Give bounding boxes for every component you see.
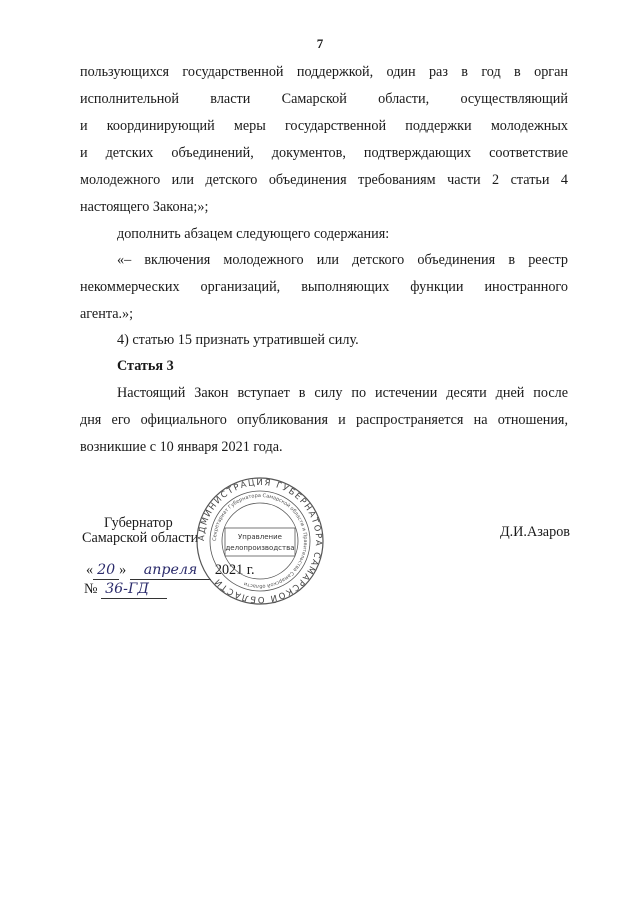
law-number <box>84 580 167 599</box>
date-open-quote: « <box>86 562 94 578</box>
signatory-title: Губернатор <box>104 515 173 531</box>
text-line: агента.»; <box>80 306 134 322</box>
text-line: молодежного или детского объединения требованиям части 2 статьи 4 <box>80 172 568 188</box>
number-prefix: № <box>84 581 98 597</box>
signatory-name: Д.И.Азаров <box>499 524 570 540</box>
text-line: исполнительной власти Самарской области, осуществляющий <box>80 91 568 107</box>
handwritten-number: 36-ГД <box>101 580 167 599</box>
stamp-inner-text: Секретариат Губернатора Самарской области и Правительства Самарской области <box>211 492 309 590</box>
page-number: 7 <box>316 36 324 51</box>
text-line: Настоящий Закон вступает в силу по истечении десяти дней после <box>117 385 568 401</box>
handwritten-day: 20 <box>93 561 119 580</box>
stamp-outer-text: АДМИНИСТРАЦИЯ ГУБЕРНАТОРА САМАРСКОЙ ОБЛАСТИ <box>196 477 324 605</box>
date-year: 2021 г. <box>214 562 255 578</box>
text-line: некоммерческих организаций, выполняющих функции иностранного <box>80 279 568 295</box>
text-line: настоящего Закона;»; <box>80 199 209 215</box>
text-line: «– включения молодежного или детского объединения в реестр <box>117 252 568 268</box>
article-heading: Статья 3 <box>117 358 174 374</box>
handwritten-month: апреля <box>130 561 212 580</box>
official-stamp <box>195 476 325 606</box>
text-line: 4) статью 15 признать утратившей силу. <box>117 332 359 348</box>
text-line: дня его официального опубликования и распространяется на отношения, <box>80 412 568 428</box>
stamp-center-line1: Управление <box>238 533 282 541</box>
text-line: и координирующий меры государственной поддержки молодежных <box>80 118 568 134</box>
stamp-center-line2: делопроизводства <box>225 544 295 552</box>
text-line: пользующихся государственной поддержкой, один раз в год в орган <box>80 64 568 80</box>
text-line: возникшие с 10 января 2021 года. <box>80 439 283 455</box>
text-line: и детских объединений, документов, подтверждающих соответствие <box>80 145 568 161</box>
text-line: дополнить абзацем следующего содержания: <box>117 226 390 242</box>
signatory-region: Самарской области <box>82 530 199 546</box>
date-close-quote: » <box>119 562 127 578</box>
